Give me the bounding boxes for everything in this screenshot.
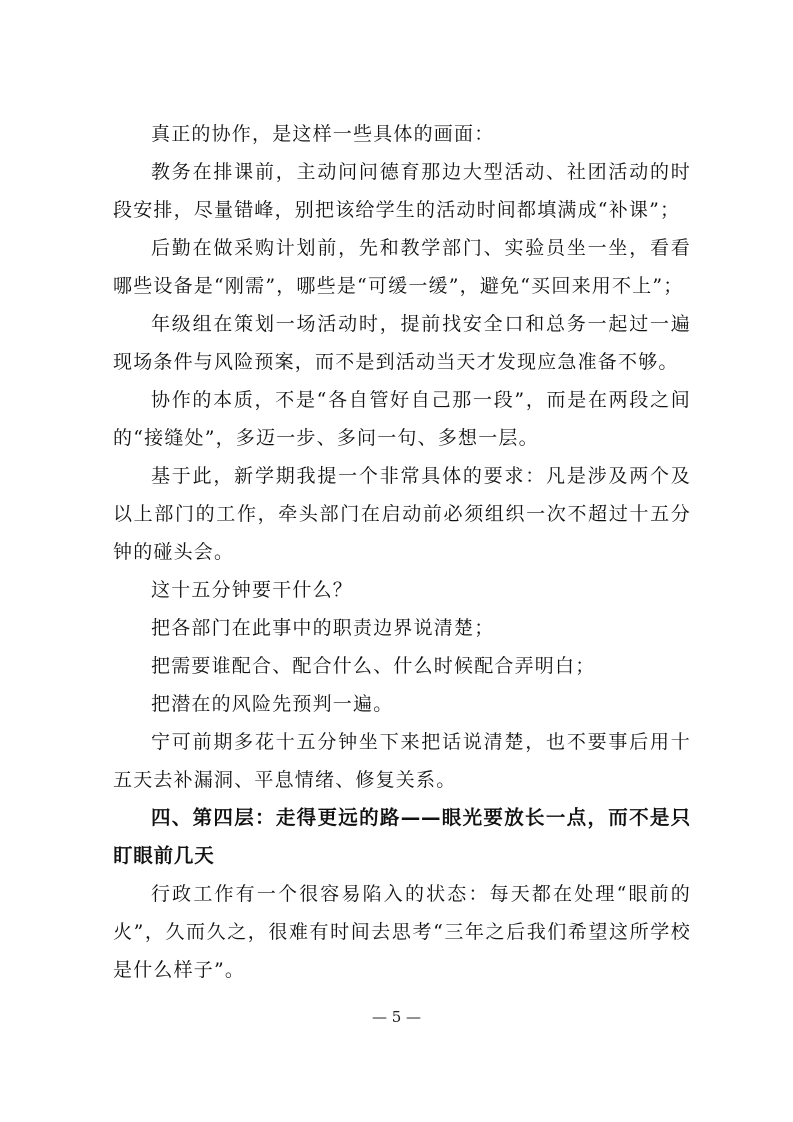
paragraph-question: 这十五分钟要干什么？ (151, 579, 354, 601)
paragraph-academic-affairs: 教务在排课前，主动问问德育那边大型活动、社团活动的时段安排，尽量错峰，别把该给学生的活动时间都填满成“补课”； (113, 161, 691, 221)
paragraph-point-3: 把潜在的风险先预判一遍。 (151, 693, 394, 715)
paragraph-conclusion: 宁可前期多花十五分钟坐下来把话说清楚，也不要事后用十五天去补漏洞、平息情绪、修复关系。 (113, 731, 691, 791)
paragraph-point-1: 把各部门在此事中的职责边界说清楚； (151, 617, 495, 639)
paragraph-essence: 协作的本质，不是“各自管好自己那一段”，而是在两段之间的“接缝处”，多迈一步、多问一句、多想一层。 (113, 389, 691, 449)
paragraph-grade-group: 年级组在策划一场活动时，提前找安全口和总务一起过一遍现场条件与风险预案，而不是到活动当天才发现应急准备不够。 (113, 313, 691, 373)
page-number: — 5 — (371, 1008, 422, 1026)
paragraph-admin-state: 行政工作有一个很容易陷入的状态：每天都在处理“眼前的火”，久而久之，很难有时间去思考“三年之后我们希望这所学校是什么样子”。 (113, 883, 691, 981)
paragraph-point-2: 把需要谁配合、配合什么、什么时候配合弄明白； (151, 655, 596, 677)
paragraph-collaboration-intro: 真正的协作，是这样一些具体的画面： (151, 123, 495, 145)
paragraph-requirement: 基于此，新学期我提一个非常具体的要求：凡是涉及两个及以上部门的工作，牵头部门在启动前必须组织一次不超过十五分钟的碰头会。 (113, 465, 691, 563)
section-heading: 四、第四层：走得更远的路——眼光要放长一点，而不是只盯眼前几天 (113, 806, 691, 867)
paragraph-logistics: 后勤在做采购计划前，先和教学部门、实验员坐一坐，看看哪些设备是“刚需”，哪些是“可缓一缓”，避免“买回来用不上”； (113, 237, 691, 297)
body-text (113, 115, 691, 989)
